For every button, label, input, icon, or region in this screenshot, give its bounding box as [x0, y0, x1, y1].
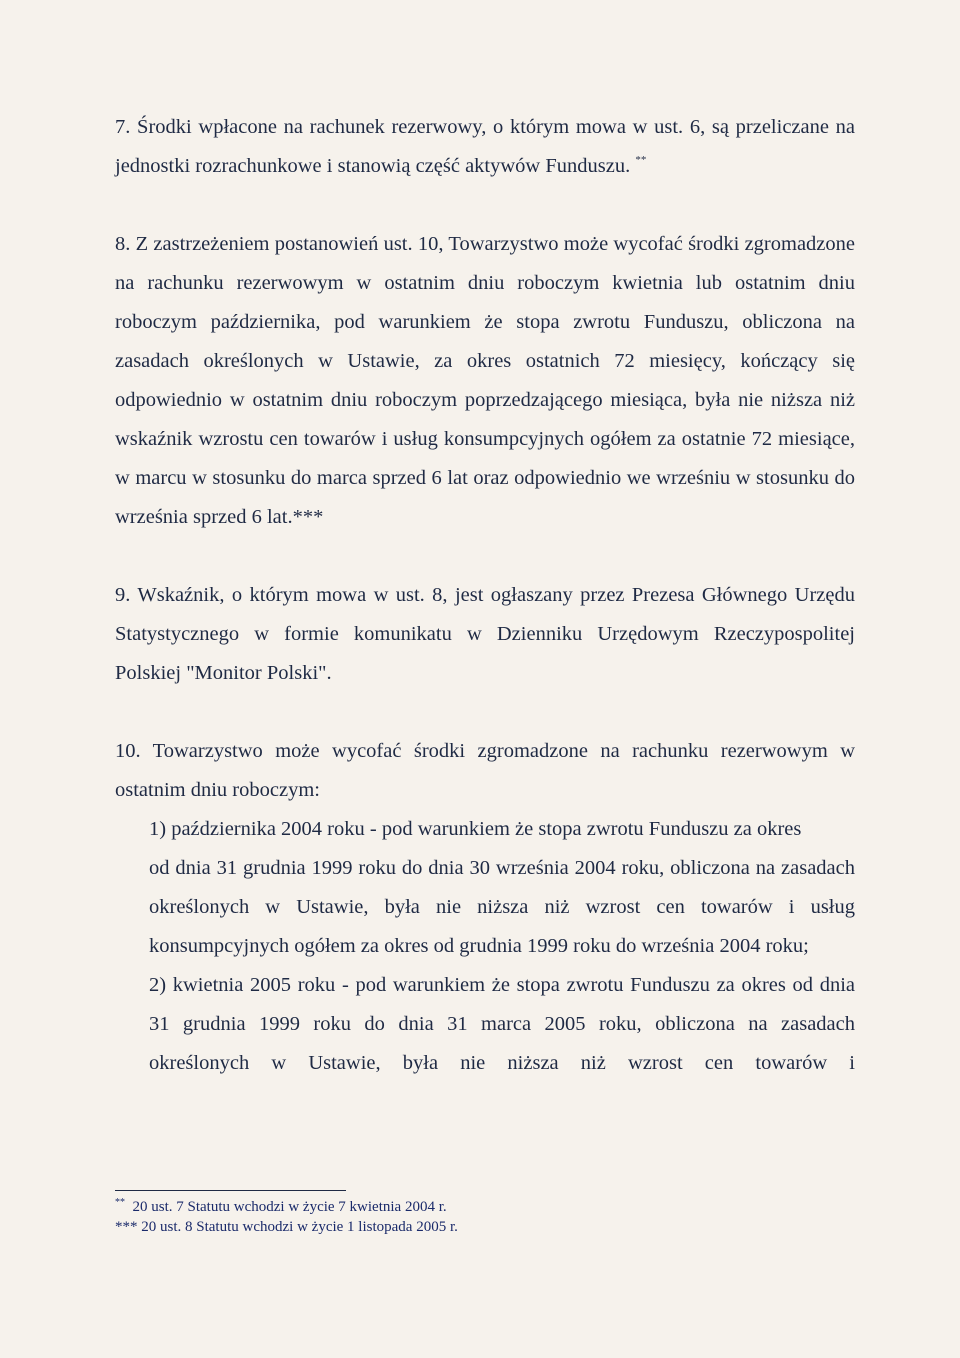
list-item-1-continuation: od dnia 31 grudnia 1999 roku do dnia 30 września 2004 roku, obliczona na zasadach określonych w Ustawie, była nie niższa niż wzrost cen towarów i usług konsumpcyjnych ogółem za okres od grudnia 1999 roku do września 2004 roku;: [149, 857, 855, 957]
footnote-2-mark: ***: [115, 1219, 138, 1235]
footnote-2: [115, 1217, 860, 1237]
paragraph-9: 9. Wskaźnik, o którym mowa w ust. 8, jest ogłaszany przez Prezesa Głównego Urzędu Statystycznego w formie komunikatu w Dzienniku Urzędowym Rzeczypospolitej Polskiej "Monitor Polski".: [115, 584, 855, 684]
footnote-1-text: 20 ust. 7 Statutu wchodzi w życie 7 kwietnia 2004 r.: [132, 1199, 447, 1215]
paragraph-7: [115, 108, 855, 186]
paragraph-7-text: 7. Środki wpłacone na rachunek rezerwowy, o którym mowa w ust. 6, są przeliczane na jednostki rozrachunkowe i stanowią część aktywów Funduszu.: [115, 116, 855, 177]
paragraph-8: 8. Z zastrzeżeniem postanowień ust. 10, Towarzystwo może wycofać środki zgromadzone na rachunku rezerwowym w ostatnim dniu roboczym kwietnia lub ostatnim dniu roboczym października, pod warunkiem że stopa zwrotu Funduszu, obliczona na zasadach określonych w Ustawie, za okres ostatnich 72 miesięcy, kończący się odpowiednio w ostatnim dniu roboczym poprzedzającego miesiąca, była nie niższa niż wskaźnik wzrostu cen towarów i usług konsumpcyjnych ogółem za ostatnie 72 miesiące, w marcu w stosunku do marca sprzed 6 lat oraz odpowiednio we wrześniu w stosunku do września sprzed 6 lat.***: [115, 233, 855, 528]
paragraph-10: 10. Towarzystwo może wycofać środki zgromadzone na rachunku rezerwowym w ostatnim dniu roboczym:: [115, 740, 855, 801]
footnote-separator: [115, 1190, 346, 1191]
footnote-2-text: 20 ust. 8 Statutu wchodzi w życie 1 listopada 2005 r.: [141, 1219, 458, 1235]
list-item-1-first-line: 1) października 2004 roku - pod warunkiem że stopa zwrotu Funduszu za okres: [149, 818, 802, 840]
footnote-ref-2: **: [635, 154, 647, 166]
footnote-1-mark: **: [115, 1197, 125, 1208]
body-text: [115, 108, 855, 1083]
footnote-1: [115, 1197, 860, 1217]
footnotes: [115, 1190, 860, 1237]
list-item-2: 2) kwietnia 2005 roku - pod warunkiem że stopa zwrotu Funduszu za okres od dnia 31 grudnia 1999 roku do dnia 31 marca 2005 roku, obliczona na zasadach określonych w Ustawie, była nie niższa niż wzrost cen towarów i: [149, 974, 855, 1074]
